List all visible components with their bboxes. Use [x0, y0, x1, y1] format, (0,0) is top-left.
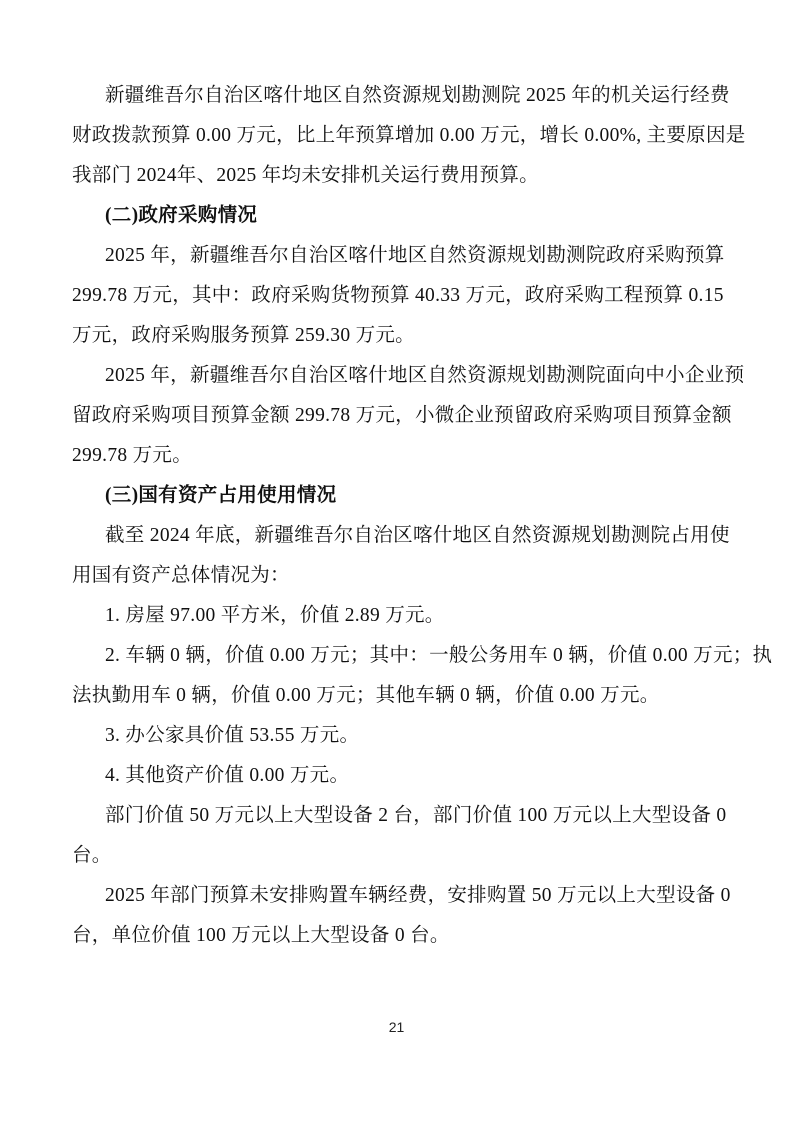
para-assets-overview-line-2: 用国有资产总体情况为：: [72, 565, 290, 586]
para-2025-purchase-plan-line-2: 台，单位价值 100 万元以上大型设备 0 台。: [72, 925, 450, 946]
para-large-equipment-line-1: 部门价值 50 万元以上大型设备 2 台，部门价值 100 万元以上大型设备 0: [105, 805, 727, 826]
para-operating-funds-line-1: 新疆维吾尔自治区喀什地区自然资源规划勘测院 2025 年的机关运行经费: [105, 85, 730, 106]
para-sme-reserve-line-1: 2025 年，新疆维吾尔自治区喀什地区自然资源规划勘测院面向中小企业预: [105, 365, 745, 386]
para-sme-reserve-line-3: 299.78 万元。: [72, 445, 192, 466]
para-operating-funds-line-2: 财政拨款预算 0.00 万元，比上年预算增加 0.00 万元，增长 0.00%, 主要原因是: [72, 125, 746, 146]
section-heading-government-procurement: (二)政府采购情况: [105, 205, 258, 226]
page-number: 21: [388, 1019, 405, 1035]
page-footer: [0, 1019, 793, 1035]
para-large-equipment-line-2: 台。: [72, 845, 112, 866]
para-procurement-budget-line-1: 2025 年，新疆维吾尔自治区喀什地区自然资源规划勘测院政府采购预算: [105, 245, 725, 266]
list-item-housing: 1. 房屋 97.00 平方米，价值 2.89 万元。: [105, 605, 445, 626]
para-assets-overview-line-1: 截至 2024 年底，新疆维吾尔自治区喀什地区自然资源规划勘测院占用使: [105, 525, 730, 546]
para-procurement-budget-line-2: 299.78 万元，其中：政府采购货物预算 40.33 万元，政府采购工程预算 0.15: [72, 285, 724, 306]
para-2025-purchase-plan-line-1: 2025 年部门预算未安排购置车辆经费，安排购置 50 万元以上大型设备 0: [105, 885, 731, 906]
list-item-other-assets: 4. 其他资产价值 0.00 万元。: [105, 765, 350, 786]
document-body: [72, 76, 773, 956]
list-item-vehicles-line-2: 法执勤用车 0 辆，价值 0.00 万元；其他车辆 0 辆，价值 0.00 万元。: [72, 685, 660, 706]
para-operating-funds-line-3: 我部门 2024年、2025 年均未安排机关运行费用预算。: [72, 165, 539, 186]
section-heading-state-owned-assets: (三)国有资产占用使用情况: [105, 485, 337, 506]
para-procurement-budget-line-3: 万元，政府采购服务预算 259.30 万元。: [72, 325, 415, 346]
list-item-office-furniture: 3. 办公家具价值 53.55 万元。: [105, 725, 360, 746]
list-item-vehicles-line-1: 2. 车辆 0 辆，价值 0.00 万元；其中：一般公务用车 0 辆，价值 0.00 万元；执: [105, 645, 773, 666]
para-sme-reserve-line-2: 留政府采购项目预算金额 299.78 万元，小微企业预留政府采购项目预算金额: [72, 405, 732, 426]
